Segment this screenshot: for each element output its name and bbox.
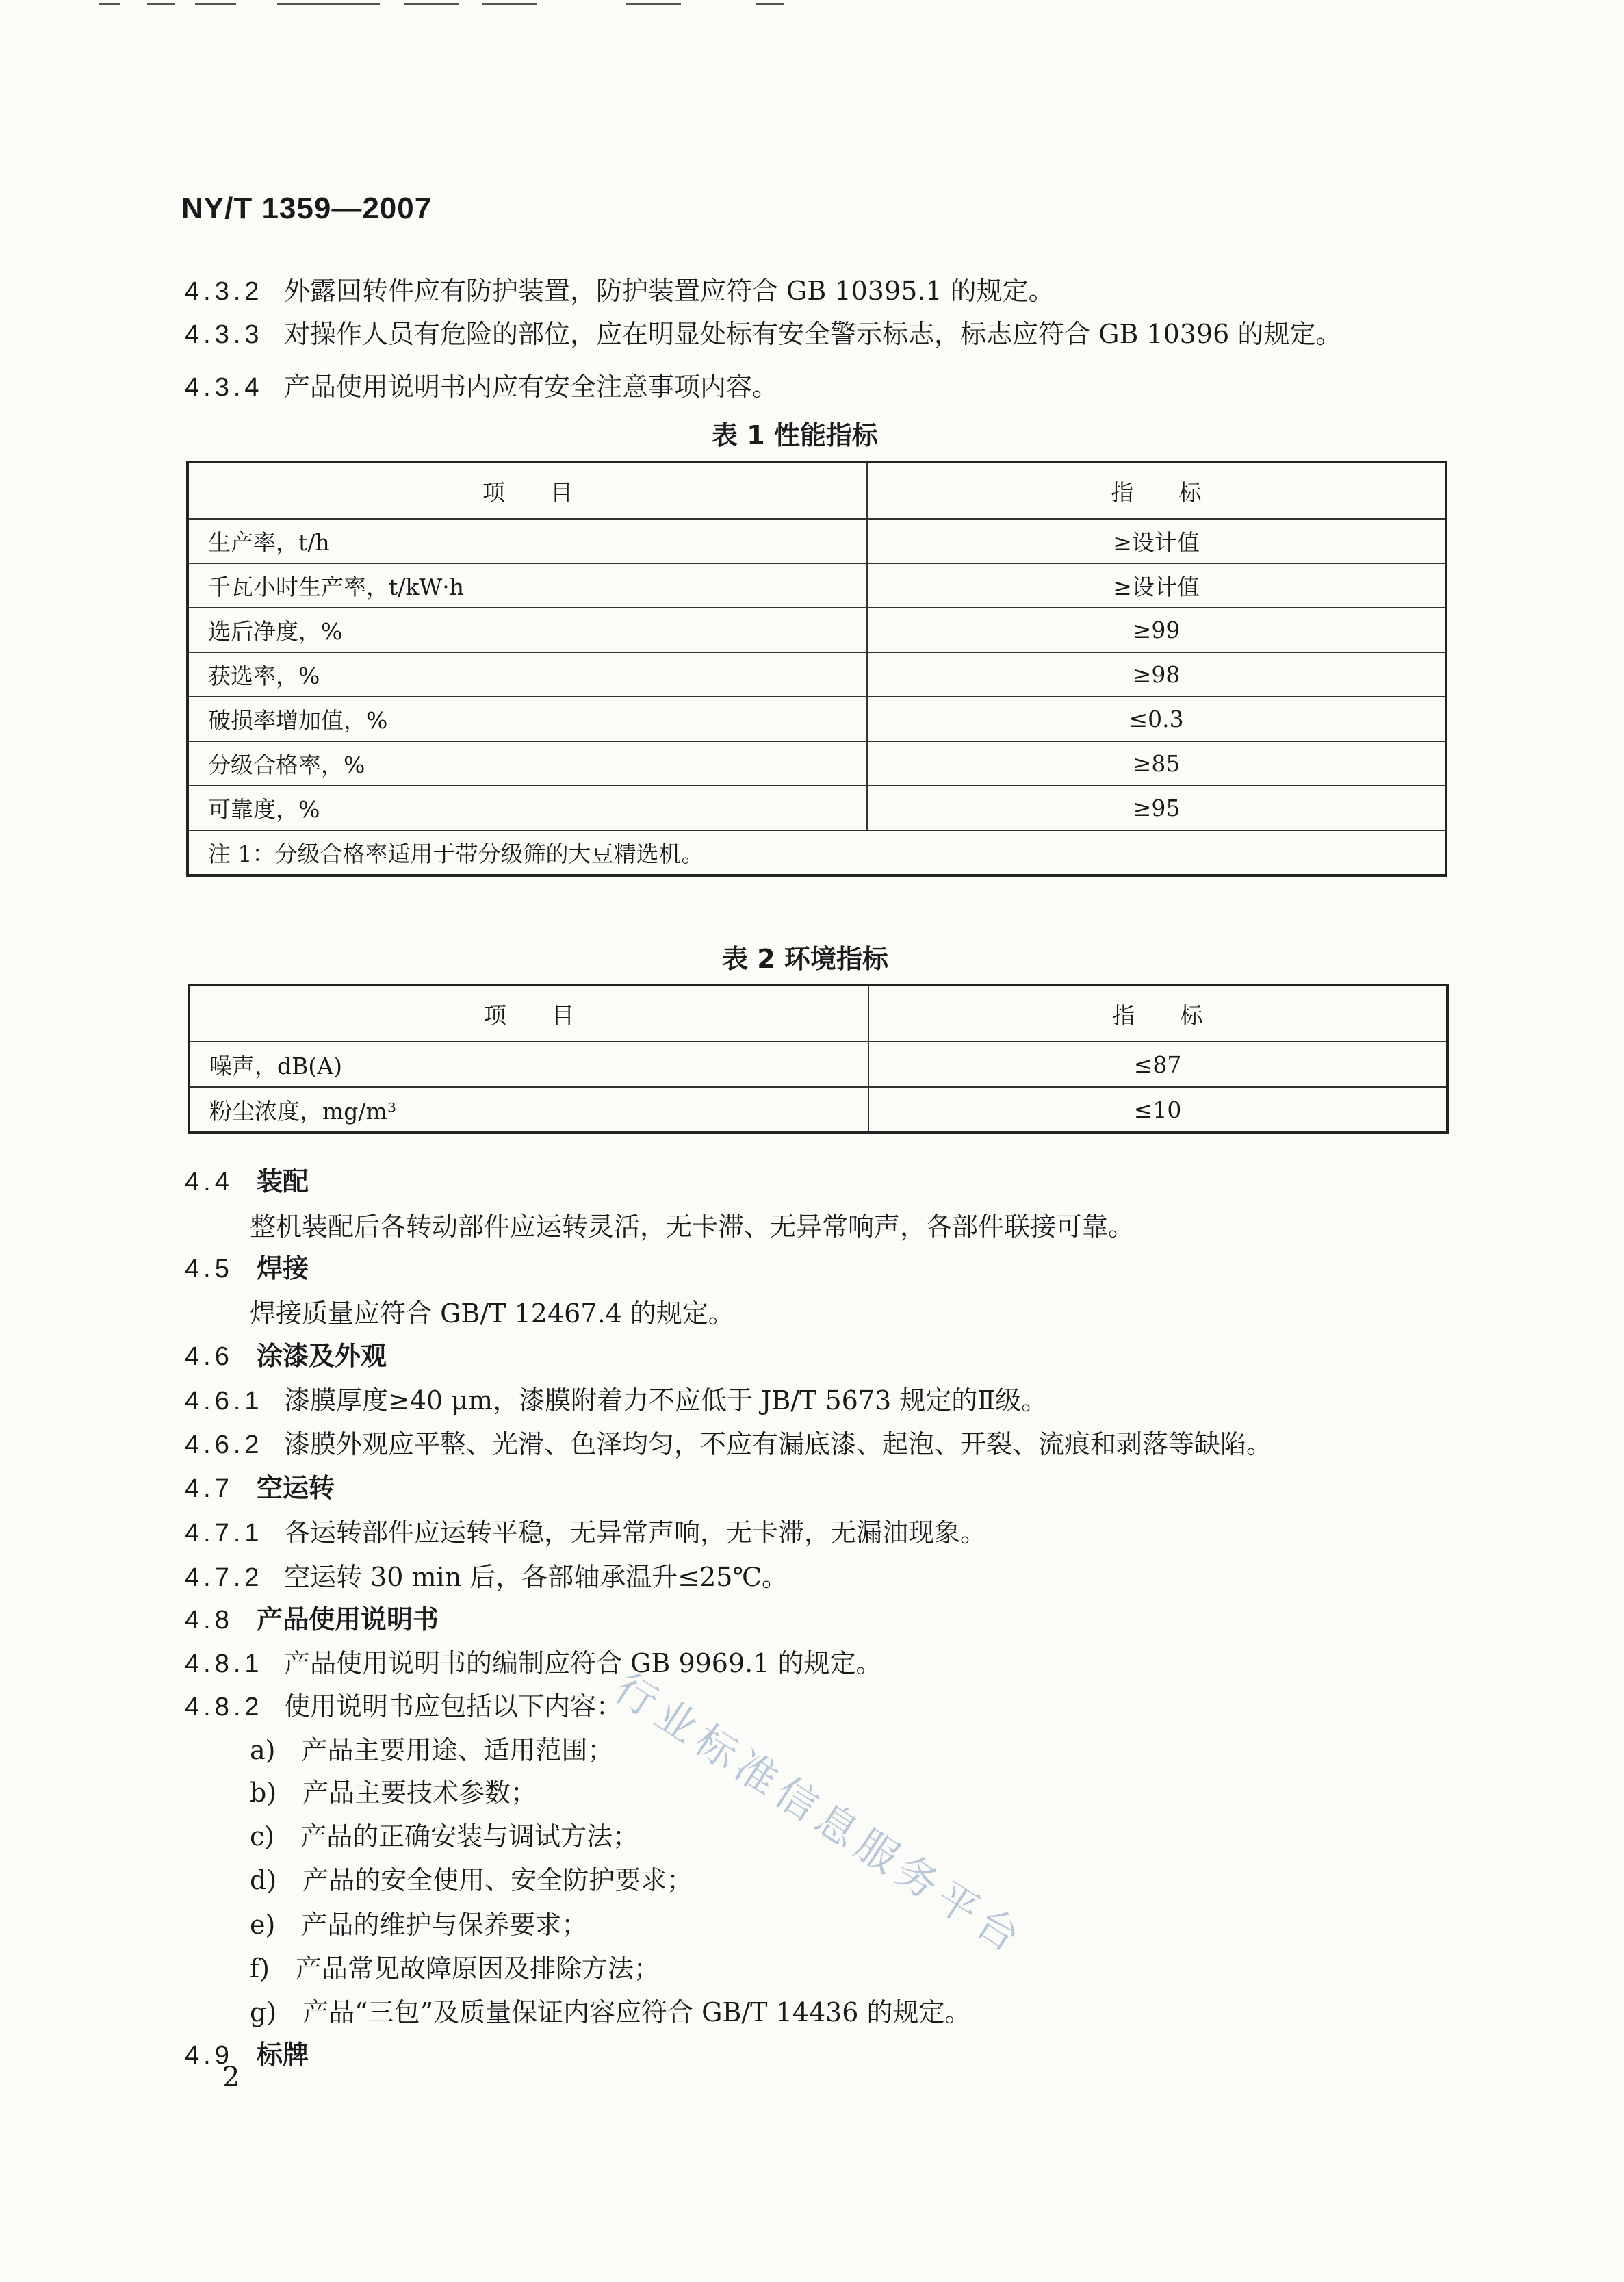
clause-text: 产品使用说明书内应有安全注意事项内容。 bbox=[284, 372, 779, 402]
clause-number: 4.6.2 bbox=[185, 1431, 263, 1459]
clause-line bbox=[185, 1690, 622, 1723]
value-cell: ≥99 bbox=[867, 608, 1446, 652]
clause-number: 4.7.2 bbox=[185, 1563, 263, 1592]
clause-line bbox=[250, 1864, 693, 1897]
performance-table bbox=[186, 461, 1447, 877]
value-cell: ≥设计值 bbox=[867, 563, 1446, 608]
value-cell: ≥98 bbox=[867, 652, 1446, 697]
clause-number: 4.4 bbox=[185, 1168, 233, 1196]
watermark: 行业标准信息服务平台 bbox=[605, 1663, 1033, 1965]
clause-number: 4.8 bbox=[185, 1606, 233, 1634]
clause-text: 各运转部件应运转平稳，无异常声响，无卡滞，无漏油现象。 bbox=[284, 1517, 987, 1548]
table-row bbox=[188, 741, 1446, 786]
clause-line bbox=[250, 1952, 660, 1985]
environment-table bbox=[188, 984, 1449, 1134]
clause-text: 产品使用说明书的编制应符合 GB 9969.1 的规定。 bbox=[284, 1648, 882, 1678]
clause-text: 涂漆及外观 bbox=[257, 1340, 387, 1371]
clause-text: 对操作人员有危险的部位，应在明显处标有安全警示标志，标志应符合 GB 10396 的规定。 bbox=[284, 319, 1342, 349]
table-header-cell: 指 标 bbox=[867, 462, 1446, 519]
table-row bbox=[189, 1042, 1447, 1087]
item-cell: 噪声，dB(A) bbox=[189, 1042, 868, 1087]
clause-text: 漆膜厚度≥40 μm，漆膜附着力不应低于 JB/T 5673 规定的Ⅱ级。 bbox=[284, 1385, 1048, 1415]
clause-text: c) 产品的正确安装与调试方法； bbox=[250, 1821, 639, 1851]
clause-text: 焊接 bbox=[257, 1253, 309, 1283]
clause-number: 4.3.2 bbox=[185, 277, 263, 306]
item-cell: 获选率，% bbox=[188, 652, 867, 697]
clause-text: g) 产品“三包”及质量保证内容应符合 GB/T 14436 的规定。 bbox=[250, 1997, 971, 2027]
table-header-cell: 指 标 bbox=[868, 985, 1447, 1042]
section-heading bbox=[185, 1603, 439, 1637]
clause-line bbox=[250, 1776, 537, 1809]
table-row bbox=[188, 563, 1446, 608]
section-heading bbox=[185, 1472, 335, 1505]
item-cell: 生产率，t/h bbox=[188, 519, 867, 563]
clause-line bbox=[250, 1297, 734, 1330]
clause-number: 4.6.1 bbox=[185, 1387, 263, 1415]
section-heading bbox=[185, 1165, 309, 1198]
clause-text: 空运转 bbox=[257, 1472, 335, 1503]
clause-text: 焊接质量应符合 GB/T 12467.4 的规定。 bbox=[250, 1298, 734, 1329]
item-cell: 分级合格率，% bbox=[188, 741, 867, 786]
clause-line bbox=[250, 1210, 1134, 1243]
clause-line bbox=[185, 1516, 986, 1550]
table-header-cell: 项 目 bbox=[189, 985, 868, 1042]
item-cell: 粉尘浓度，mg/m³ bbox=[189, 1087, 868, 1133]
clause-text: f) 产品常见故障原因及排除方法； bbox=[250, 1953, 660, 1984]
value-cell: ≥85 bbox=[867, 741, 1446, 786]
section-heading bbox=[185, 1339, 387, 1373]
clause-number: 4.5 bbox=[185, 1255, 233, 1283]
clause-text: 漆膜外观应平整、光滑、色泽均匀，不应有漏底漆、起泡、开裂、流痕和剥落等缺陷。 bbox=[284, 1429, 1273, 1459]
clause-line bbox=[185, 370, 778, 404]
clause-number: 4.7.1 bbox=[185, 1519, 263, 1548]
clause-number: 4.9 bbox=[185, 2041, 233, 2070]
table-note-row bbox=[188, 830, 1446, 875]
table-row bbox=[188, 608, 1446, 652]
clause-number: 4.8.1 bbox=[185, 1650, 263, 1678]
clause-number: 4.8.2 bbox=[185, 1693, 263, 1721]
item-cell: 可靠度，% bbox=[188, 786, 867, 830]
clause-line bbox=[185, 274, 1055, 308]
clause-text: 外露回转件应有防护装置，防护装置应符合 GB 10395.1 的规定。 bbox=[284, 276, 1055, 306]
value-cell: ≤0.3 bbox=[867, 697, 1446, 741]
clause-text: 装配 bbox=[257, 1166, 309, 1196]
standard-number-header: NY/T 1359—2007 bbox=[181, 192, 433, 225]
scan-top-marks bbox=[99, 0, 784, 8]
clause-line bbox=[185, 1561, 788, 1594]
item-cell: 千瓦小时生产率，t/kW·h bbox=[188, 563, 867, 608]
value-cell: ≥95 bbox=[867, 786, 1446, 830]
table-row bbox=[188, 652, 1446, 697]
clause-text: 整机装配后各转动部件应运转灵活，无卡滞、无异常响声，各部件联接可靠。 bbox=[250, 1211, 1135, 1242]
item-cell: 破损率增加值，% bbox=[188, 697, 867, 741]
clause-number: 4.7 bbox=[185, 1474, 233, 1503]
clause-line bbox=[250, 1820, 639, 1853]
clause-text: b) 产品主要技术参数； bbox=[250, 1778, 537, 1808]
table-header-row bbox=[189, 985, 1447, 1042]
value-cell: ≥设计值 bbox=[867, 519, 1446, 563]
clause-text: 使用说明书应包括以下内容： bbox=[284, 1691, 623, 1721]
table-row bbox=[188, 519, 1446, 563]
clause-line bbox=[185, 318, 1341, 351]
table-note: 注 1：分级合格率适用于带分级筛的大豆精选机。 bbox=[188, 830, 1446, 875]
clause-text: e) 产品的维护与保养要求； bbox=[250, 1910, 588, 1940]
clause-text: 空运转 30 min 后，各部轴承温升≤25℃。 bbox=[284, 1562, 788, 1592]
clause-line bbox=[185, 1384, 1047, 1418]
section-heading bbox=[185, 1252, 309, 1285]
value-cell: ≤10 bbox=[868, 1087, 1447, 1133]
section-heading bbox=[185, 2038, 309, 2072]
clause-line bbox=[250, 1908, 587, 1941]
clause-text: 产品使用说明书 bbox=[257, 1604, 439, 1634]
item-cell: 选后净度，% bbox=[188, 608, 867, 652]
clause-number: 4.6 bbox=[185, 1342, 233, 1371]
table1-caption: 表 1 性能指标 bbox=[712, 420, 878, 450]
clause-line bbox=[250, 1996, 971, 2029]
table2-caption: 表 2 环境指标 bbox=[722, 944, 888, 974]
table-row bbox=[188, 697, 1446, 741]
table-row bbox=[188, 786, 1446, 830]
page-number: 2 bbox=[222, 2062, 240, 2093]
clause-number: 4.3.3 bbox=[185, 320, 263, 349]
value-cell: ≤87 bbox=[868, 1042, 1447, 1087]
clause-line bbox=[185, 1647, 881, 1680]
clause-text: d) 产品的安全使用、安全防护要求； bbox=[250, 1865, 693, 1895]
table-row bbox=[189, 1087, 1447, 1133]
clause-line bbox=[250, 1734, 613, 1767]
table-header-cell: 项 目 bbox=[188, 462, 867, 519]
table-header-row bbox=[188, 462, 1446, 519]
clause-text: 标牌 bbox=[257, 2039, 309, 2070]
clause-number: 4.3.4 bbox=[185, 373, 263, 402]
clause-line bbox=[185, 1428, 1272, 1461]
clause-text: a) 产品主要用途、适用范围； bbox=[250, 1735, 614, 1765]
